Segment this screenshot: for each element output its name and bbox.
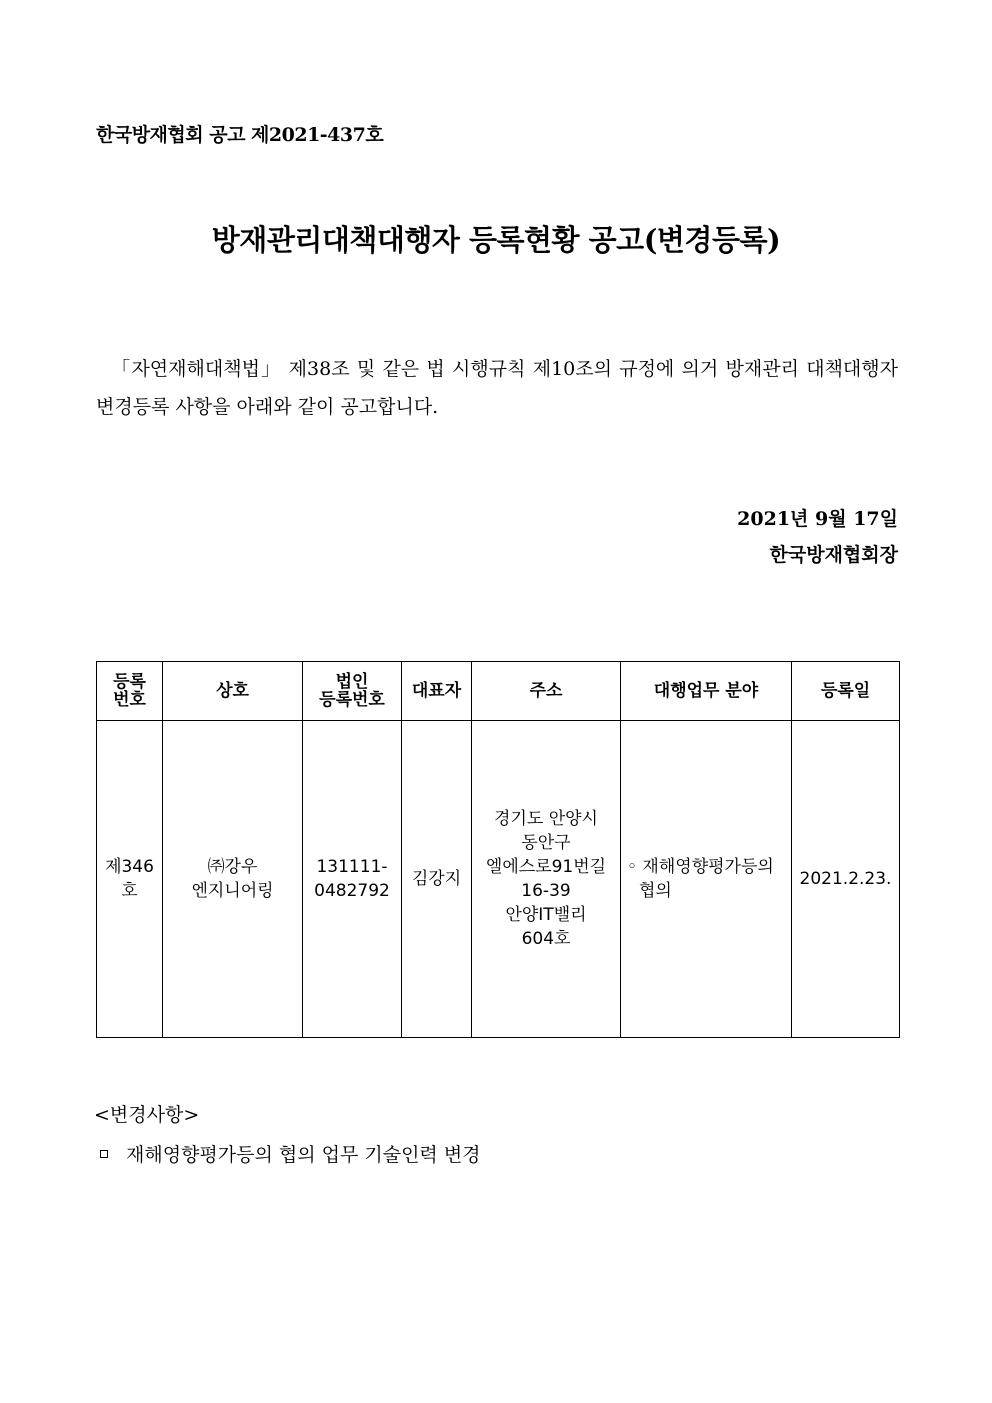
header-corp-no-line-2: 등록번호 (319, 690, 385, 710)
cell-address-line-3: 엘에스로91번길 (485, 857, 607, 877)
changes-item (100, 1140, 481, 1167)
page-title: 방재관리대책대행자 등록현황 공고(변경등록) (211, 223, 781, 257)
signer: 한국방재협회장 (769, 544, 898, 566)
cell-corp-no-line-2: 0482792 (314, 881, 390, 901)
changes-heading: <변경사항> (94, 1104, 200, 1126)
cell-field-line-2: 협의 (639, 881, 672, 901)
square-bullet-icon (100, 1150, 108, 1158)
cell-address-line-1: 경기도 안양시 (494, 809, 598, 829)
header-corp-no (303, 662, 402, 721)
notice-paragraph (96, 350, 898, 426)
header-corp-no-line-1: 법인 (335, 672, 369, 692)
cell-corp-no (303, 721, 402, 1038)
cell-corp-no-line-1: 131111- (316, 857, 388, 877)
header-reg-date: 등록일 (792, 662, 900, 721)
cell-address-line-2: 동안구 (521, 833, 571, 853)
cell-company-line-1: ㈜강우 (207, 857, 258, 877)
cell-representative: 김강지 (402, 721, 472, 1038)
cell-address (472, 721, 621, 1038)
header-reg-no-line-2: 번호 (113, 690, 146, 710)
notice-number: 한국방재협회 공고 제2021-437호 (96, 124, 384, 146)
header-reg-no-line-1: 등록 (113, 672, 146, 692)
header-reg-no (97, 662, 163, 721)
cell-field (621, 721, 792, 1038)
table-row (97, 721, 900, 1038)
header-field: 대행업무 분야 (621, 662, 792, 721)
header-representative: 대표자 (402, 662, 472, 721)
cell-address-line-4: 16-39 (521, 881, 571, 901)
cell-address-line-5: 안양IT밸리 (505, 905, 587, 925)
cell-address-line-6: 604호 (521, 929, 571, 949)
cell-company-line-2: 엔지니어링 (191, 881, 274, 901)
notice-paragraph-text: 「자연재해대책법」 제38조 및 같은 법 시행규칙 제10조의 규정에 의거 방재관리 대책대행자 변경등록 사항을 아래와 같이 공고합니다. (96, 358, 898, 418)
cell-field-line-1: ◦ 재해영향평가등의 (627, 857, 774, 877)
header-company: 상호 (163, 662, 303, 721)
notice-date: 2021년 9월 17일 (737, 508, 898, 530)
changes-item-text: 재해영향평가등의 협의 업무 기술인력 변경 (126, 1144, 481, 1166)
cell-company (163, 721, 303, 1038)
table-header-row (97, 662, 900, 721)
cell-reg-date: 2021.2.23. (792, 721, 900, 1038)
header-address: 주소 (472, 662, 621, 721)
registry-table (96, 661, 900, 1038)
cell-reg-no: 제346호 (97, 721, 163, 1038)
